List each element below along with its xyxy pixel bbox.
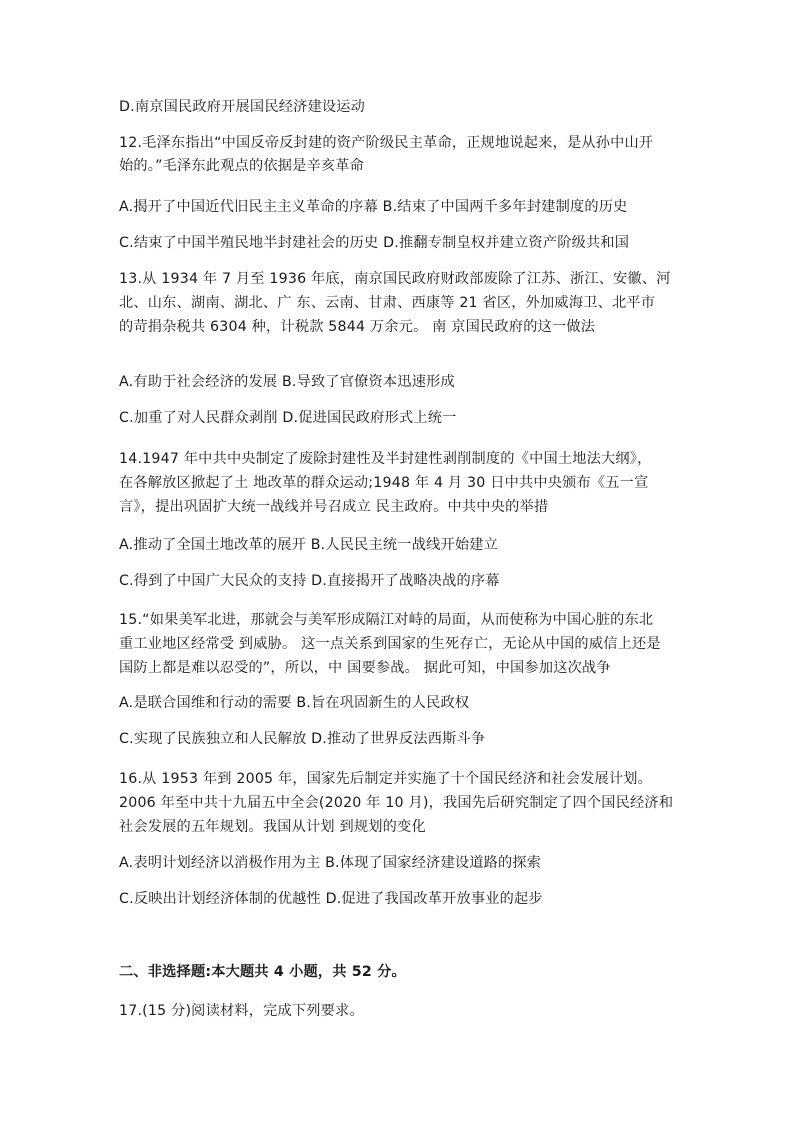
q13-stem-line-3: 的苛捐杂税共 6304 种，计税款 5844 万余元。 南 京国民政府的这一做法 [119, 319, 596, 335]
q14-options-line-2: C.得到了中国广大民众的支持 D.直接揭开了战略决战的序幕 [119, 573, 500, 589]
q15-stem-line-2: 重工业地区经常受 到威胁。 这一点关系到国家的生死存亡，无论从中国的威信上还是 [119, 636, 661, 652]
q15-options-line-1: A.是联合国维和行动的需要 B.旨在巩固新生的人民政权 [119, 695, 470, 711]
q15-stem-line-1: 15.“如果美军北进，那就会与美军形成隔江对峙的局面，从而使称为中国心脏的东北 [119, 612, 654, 628]
q16-options-line-1: A.表明计划经济以消极作用为主 B.体现了国家经济建设道路的探索 [119, 855, 542, 871]
q12-stem-line-2: 始的。”毛泽东此观点的依据是辛亥革命 [119, 158, 365, 174]
q12-options-line-1: A.揭开了中国近代旧民主主义革命的序幕 B.结束了中国两千多年封建制度的历史 [119, 199, 628, 215]
q14-stem-line-3: 言》，提出巩固扩大统一战线并号召成立 民主政府。中共中央的举措 [119, 499, 549, 515]
q12-stem-line-1: 12.毛泽东指出“中国反帝反封建的资产阶级民主革命，正规地说起来，是从孙中山开 [119, 135, 654, 151]
q13-options-line-2: C.加重了对人民群众剥削 D.促进国民政府形式上统一 [119, 410, 457, 426]
q14-options-line-1: A.推动了全国土地改革的展开 B.人民民主统一战线开始建立 [119, 537, 499, 553]
q13-stem-line-2: 北、山东、湖南、湖北、广 东、云南、甘肃、西康等 21 省区，外加威海卫、北平市 [119, 295, 656, 311]
q13-stem-line-1: 13.从 1934 年 7 月至 1936 年底，南京国民政府财政部废除了江苏、浙江、安徽、河 [119, 271, 671, 287]
q16-options-line-2: C.反映出计划经济体制的优越性 D.促进了我国改革开放事业的起步 [119, 891, 543, 907]
q13-options-line-1: A.有助于社会经济的发展 B.导致了官僚资本迅速形成 [119, 374, 455, 390]
q17-stem-line-1: 17.(15 分)阅读材料，完成下列要求。 [119, 1003, 364, 1019]
q16-stem-line-1: 16.从 1953 年到 2005 年，国家先后制定并实施了十个国民经济和社会发展计划。 [119, 771, 653, 787]
q11-option-d: D.南京国民政府开展国民经济建设运动 [119, 99, 366, 115]
q14-stem-line-2: 在各解放区掀起了土 地改革的群众运动;1948 年 4 月 30 日中共中央颁布《五一宣 [119, 475, 649, 491]
q12-options-line-2: C.结束了中国半殖民地半封建社会的历史 D.推翻专制皇权并建立资产阶级共和国 [119, 235, 630, 251]
q14-stem-line-1: 14.1947 年中共中央制定了废除封建性及半封建性剥削制度的《中国土地法大纲》， [119, 451, 652, 467]
q15-options-line-2: C.实现了民族独立和人民解放 D.推动了世界反法西斯斗争 [119, 731, 486, 747]
q16-stem-line-2: 2006 年至中共十九届五中全会(2020 年 10 月)，我国先后研究制定了四个国民经济和 [119, 795, 674, 811]
q16-stem-line-3: 社会发展的五年规划。我国从计划 到规划的变化 [119, 819, 426, 835]
q15-stem-line-3: 国防上都是难以忍受的”，所以，中 国要参战。 据此可知，中国参加这次战争 [119, 660, 611, 676]
section-2-heading: 二、非选择题:本大题共 4 小题，共 52 分。 [119, 964, 406, 980]
